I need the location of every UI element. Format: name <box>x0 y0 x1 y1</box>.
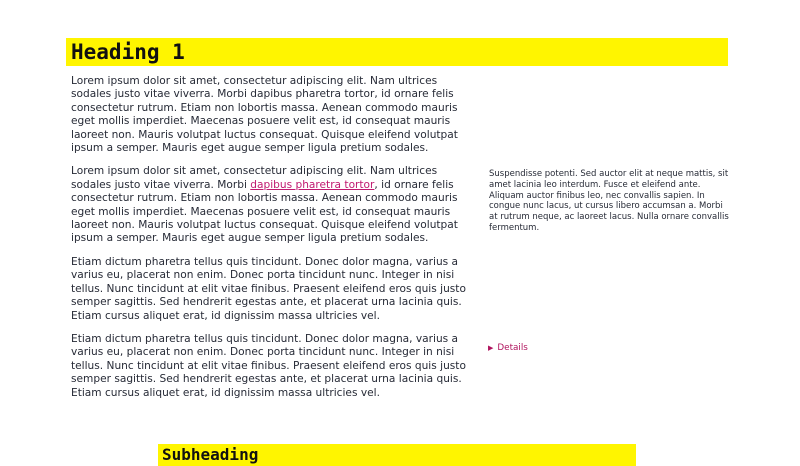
disclosure-triangle-icon: ▶ <box>488 344 494 352</box>
paragraph-2-after-link: , id ornare felis consectetur rutrum. Etiam non lobortis massa. Aenean commodo mauris eget mollis imperdiet. Maecenas posuere velit est, id consequat mauris laoreet non. Mauris volutpat luctus consequat. Quisque eleifend volutpat ipsum a semper. Mauris eget augue semper ligula pretium sodales. <box>71 178 458 245</box>
details-summary[interactable]: Details <box>497 343 528 353</box>
heading-2: Subheading <box>158 444 636 466</box>
inline-link[interactable]: dapibus pharetra tortor <box>250 178 375 191</box>
paragraph-2 <box>71 165 475 245</box>
details-disclosure[interactable] <box>488 343 528 354</box>
paragraph-3: Etiam dictum pharetra tellus quis tincidunt. Donec dolor magna, varius a varius eu, placerat non enim. Donec porta tincidunt nunc. Integer in nisi tellus. Nunc tincidunt at elit vitae finibus. Praesent eleifend eros quis justo semper sagittis. Sed hendrerit egestas ante, et placerat urna lacinia quis. Etiam cursus aliquet erat, id dignissim massa ultricies vel. <box>71 255 466 322</box>
paragraph-1: Lorem ipsum dolor sit amet, consectetur adipiscing elit. Nam ultrices sodales justo vitae viverra. Morbi dapibus pharetra tortor, id ornare felis consectetur rutrum. Etiam non lobortis massa. Aenean commodo mauris eget mollis imperdiet. Maecenas posuere velit est, id consequat mauris laoreet non. Mauris volutpat luctus consequat. Quisque eleifend volutpat ipsum a semper. Mauris eget augue semper ligula pretium sodales. <box>71 75 458 155</box>
main-content <box>71 75 475 410</box>
heading-1: Heading 1 <box>66 38 728 66</box>
paragraph-2-before-link: Lorem ipsum dolor sit amet, consectetur adipiscing elit. Nam ultrices sodales justo vitae viverra. Morbi <box>71 165 438 191</box>
paragraph-4: Etiam dictum pharetra tellus quis tincidunt. Donec dolor magna, varius a varius eu, placerat non enim. Donec porta tincidunt nunc. Integer in nisi tellus. Nunc tincidunt at elit vitae finibus. Praesent eleifend eros quis justo semper sagittis. Sed hendrerit egestas ante, et placerat urna lacinia quis. Etiam cursus aliquet erat, id dignissim massa ultricies vel. <box>71 332 466 399</box>
aside-note: Suspendisse potenti. Sed auctor elit at neque mattis, sit amet lacinia leo interdum. Fusce et eleifend ante. Aliquam auctor finibus leo, nec convallis sapien. In congue nunc lacus, ut cursus libero accumsan a. Morbi at rutrum neque, ac laoreet lacus. Nulla ornare convallis fermentum. <box>489 169 729 233</box>
